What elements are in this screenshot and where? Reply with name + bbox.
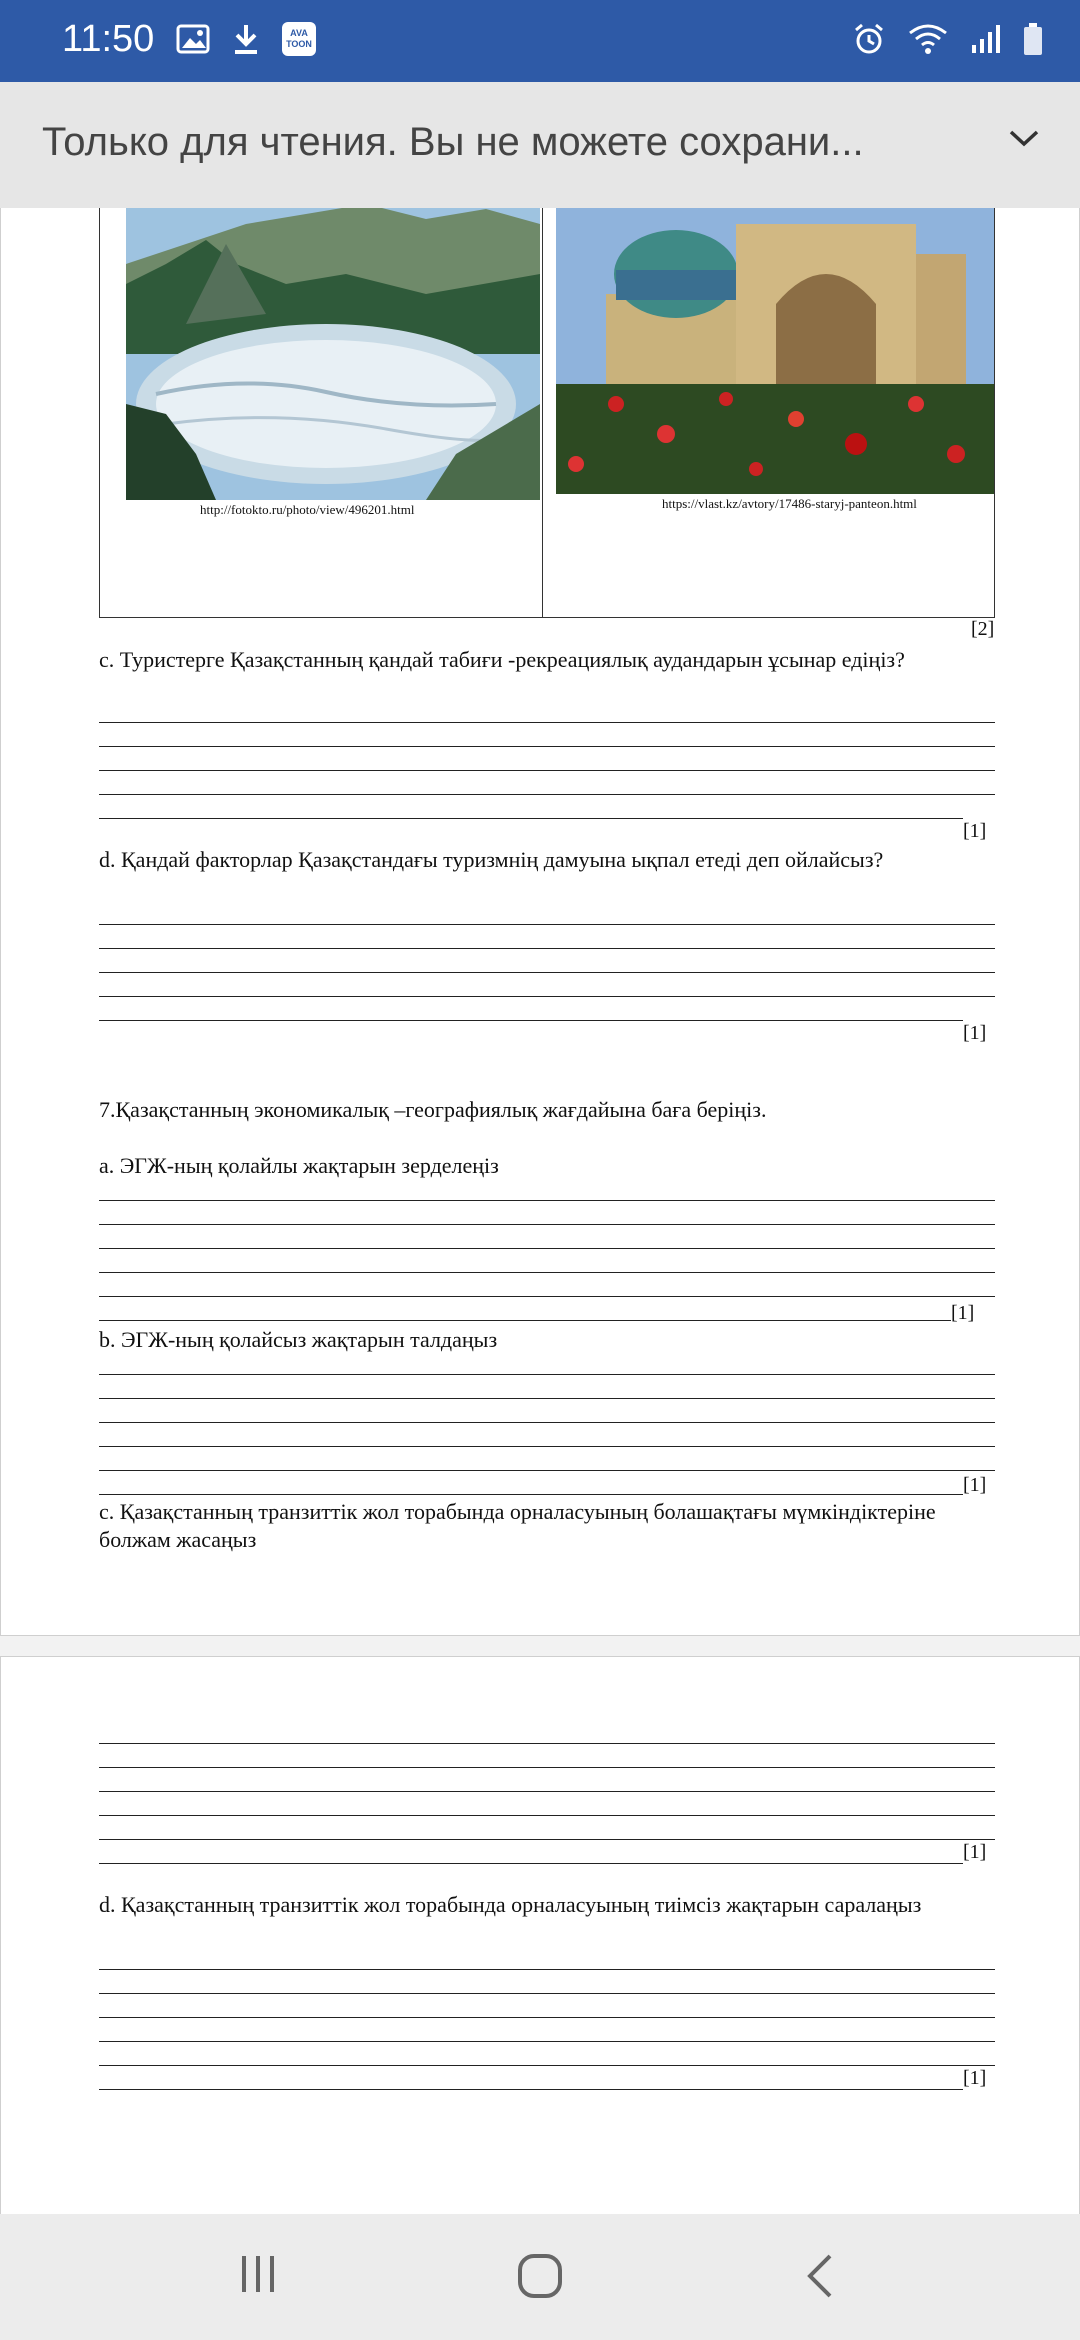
- navigation-bar: [0, 2214, 1080, 2340]
- document-page: [0, 208, 1080, 1636]
- avatoon-icon: AVA TOON: [282, 22, 316, 56]
- mark: [1]: [963, 2067, 987, 2089]
- image-table: [99, 208, 995, 618]
- image-caption-right: https://vlast.kz/avtory/17486-staryj-panteon.html: [662, 496, 917, 511]
- download-icon: [232, 23, 260, 55]
- mark: [1]: [963, 1022, 987, 1044]
- mausoleum-photo: [556, 208, 994, 494]
- status-time: 11:50: [62, 18, 155, 60]
- mark: [1]: [963, 820, 987, 842]
- question-7d: d. Қазақстанның транзиттік жол торабында орналасуының тиімсіз жақтарын саралаңыз: [99, 1892, 922, 1917]
- image-caption-left: http://fotokto.ru/photo/view/496201.html: [200, 502, 415, 517]
- document-page: [0, 1656, 1080, 2226]
- battery-icon: [1022, 22, 1044, 56]
- question-7a: a. ЭГЖ-ның қолайлы жақтарын зерделеңіз: [99, 1153, 499, 1178]
- readonly-message: Только для чтения. Вы не можете сохрани...: [42, 120, 864, 164]
- recent-apps-icon[interactable]: [236, 2252, 280, 2296]
- mark: [1]: [951, 1302, 975, 1324]
- lake-photo: [126, 208, 540, 500]
- image-icon: [176, 24, 210, 54]
- question-6c: c. Туристерге Қазақстанның қандай табиғи -рекреациялық аудандарын ұсынар едіңіз?: [99, 647, 905, 672]
- back-icon[interactable]: [804, 2252, 836, 2300]
- signal-icon: [970, 23, 1000, 55]
- question-7b: b. ЭГЖ-ның қолайсыз жақтарын талдаңыз: [99, 1327, 498, 1352]
- chevron-down-icon[interactable]: [1008, 128, 1040, 148]
- home-icon[interactable]: [516, 2252, 564, 2300]
- wifi-icon: [908, 23, 948, 55]
- question-6d: d. Қандай факторлар Қазақстандағы туризмнің дамуына ықпал етеді деп ойлайсыз?: [99, 847, 884, 872]
- status-bar: [0, 0, 1080, 82]
- mark: [1]: [963, 1474, 987, 1496]
- readonly-banner[interactable]: [0, 82, 1080, 208]
- mark: [1]: [963, 1841, 987, 1863]
- question-7: 7.Қазақстанның экономикалық –географиялық жағдайына баға беріңіз.: [99, 1097, 767, 1122]
- alarm-icon: [852, 22, 886, 56]
- question-7c: c. Қазақстанның транзиттік жол торабында орналасуының болашақтағы мүмкіндіктеріне болжам жасаңыз: [99, 1499, 936, 1552]
- mark: [2]: [971, 618, 995, 640]
